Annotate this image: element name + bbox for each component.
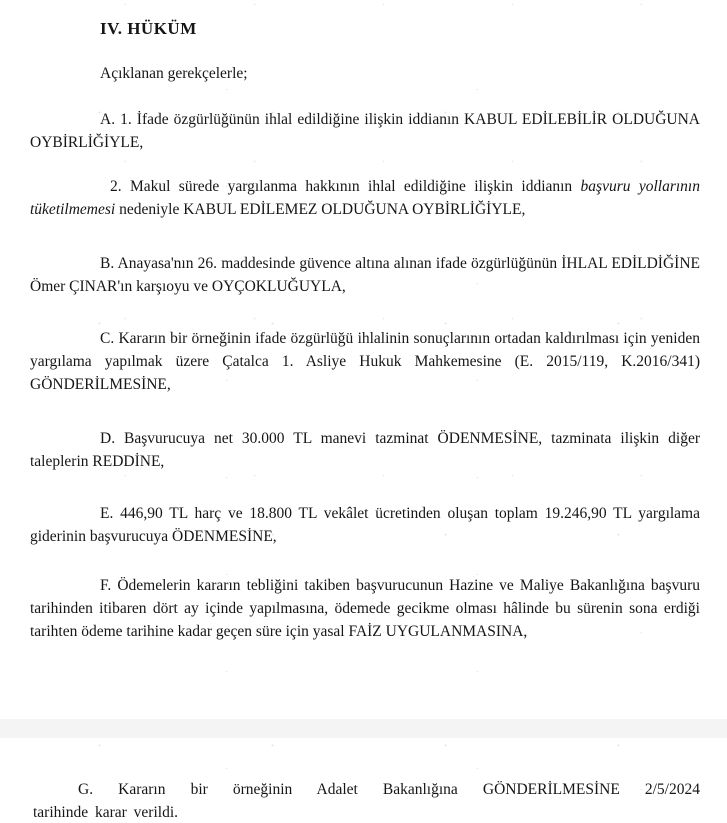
intro-line: Açıklanan gerekçelerle; (100, 65, 248, 82)
item-a2-italic-phrase: başvuru yollarının tüketilmemesi (30, 178, 700, 218)
scan-artifact-band (0, 719, 727, 738)
judgment-item-e: E. 446,90 TL harç ve 18.800 TL vekâlet ücretinden oluşan toplam 19.246,90 TL yargılama giderinin başvurucuya ÖDENMESİNE, (30, 505, 700, 545)
item-g-line1: G. Kararın bir örneğinin Adalet Bakanlığına GÖNDERİLMESİNE 2/5/2024 (78, 781, 700, 798)
item-a2-prefix: 2. Makul sürede yargılanma hakkının ihlal edildiğine ilişkin iddianın (110, 178, 581, 195)
judgment-item-a1: A. 1. İfade özgürlüğünün ihlal edildiğine ilişkin iddianın KABUL EDİLEBİLİR OLDUĞUNA OYBİRLİĞİYLE, (30, 111, 700, 151)
judgment-item-f: F. Ödemelerin kararın tebliğini takiben başvurucunun Hazine ve Maliye Bakanlığına başvuru tarihinden itibaren dört ay içinde yapılmasına, ödemede gecikme olması hâlinde bu sürenin sona erdiği tarihten ödeme tarihine kadar geçen süre için yasal FAİZ UYGULANMASINA, (30, 577, 700, 640)
judgment-item-a2 (30, 175, 700, 221)
judgment-item-d: D. Başvurucuya net 30.000 TL manevi tazminat ÖDENMESİNE, tazminata ilişkin diğer taleplerin REDDİNE, (30, 430, 700, 470)
item-g-line2: tarihinde karar verildi. (33, 804, 179, 821)
judgment-item-g (30, 778, 700, 823)
item-a2-suffix: nedeniyle KABUL EDİLEMEZ OLDUĞUNA OYBİRLİĞİYLE, (115, 201, 526, 218)
judgment-item-b: B. Anayasa'nın 26. maddesinde güvence altına alınan ifade özgürlüğünün İHLAL EDİLDİĞİNE Ömer ÇINAR'ın karşıoyu ve OYÇOKLUĞUYLA, (30, 255, 700, 295)
section-heading: IV. HÜKÜM (100, 19, 197, 38)
judgment-item-c: C. Kararın bir örneğinin ifade özgürlüğü ihlalinin sonuçlarının ortadan kaldırılması için yeniden yargılama yapılmak üzere Çatalca 1. Asliye Hukuk Mahkemesine (E. 2015/119, K.2016/341) GÖNDERİLMESİNE, (30, 330, 700, 393)
